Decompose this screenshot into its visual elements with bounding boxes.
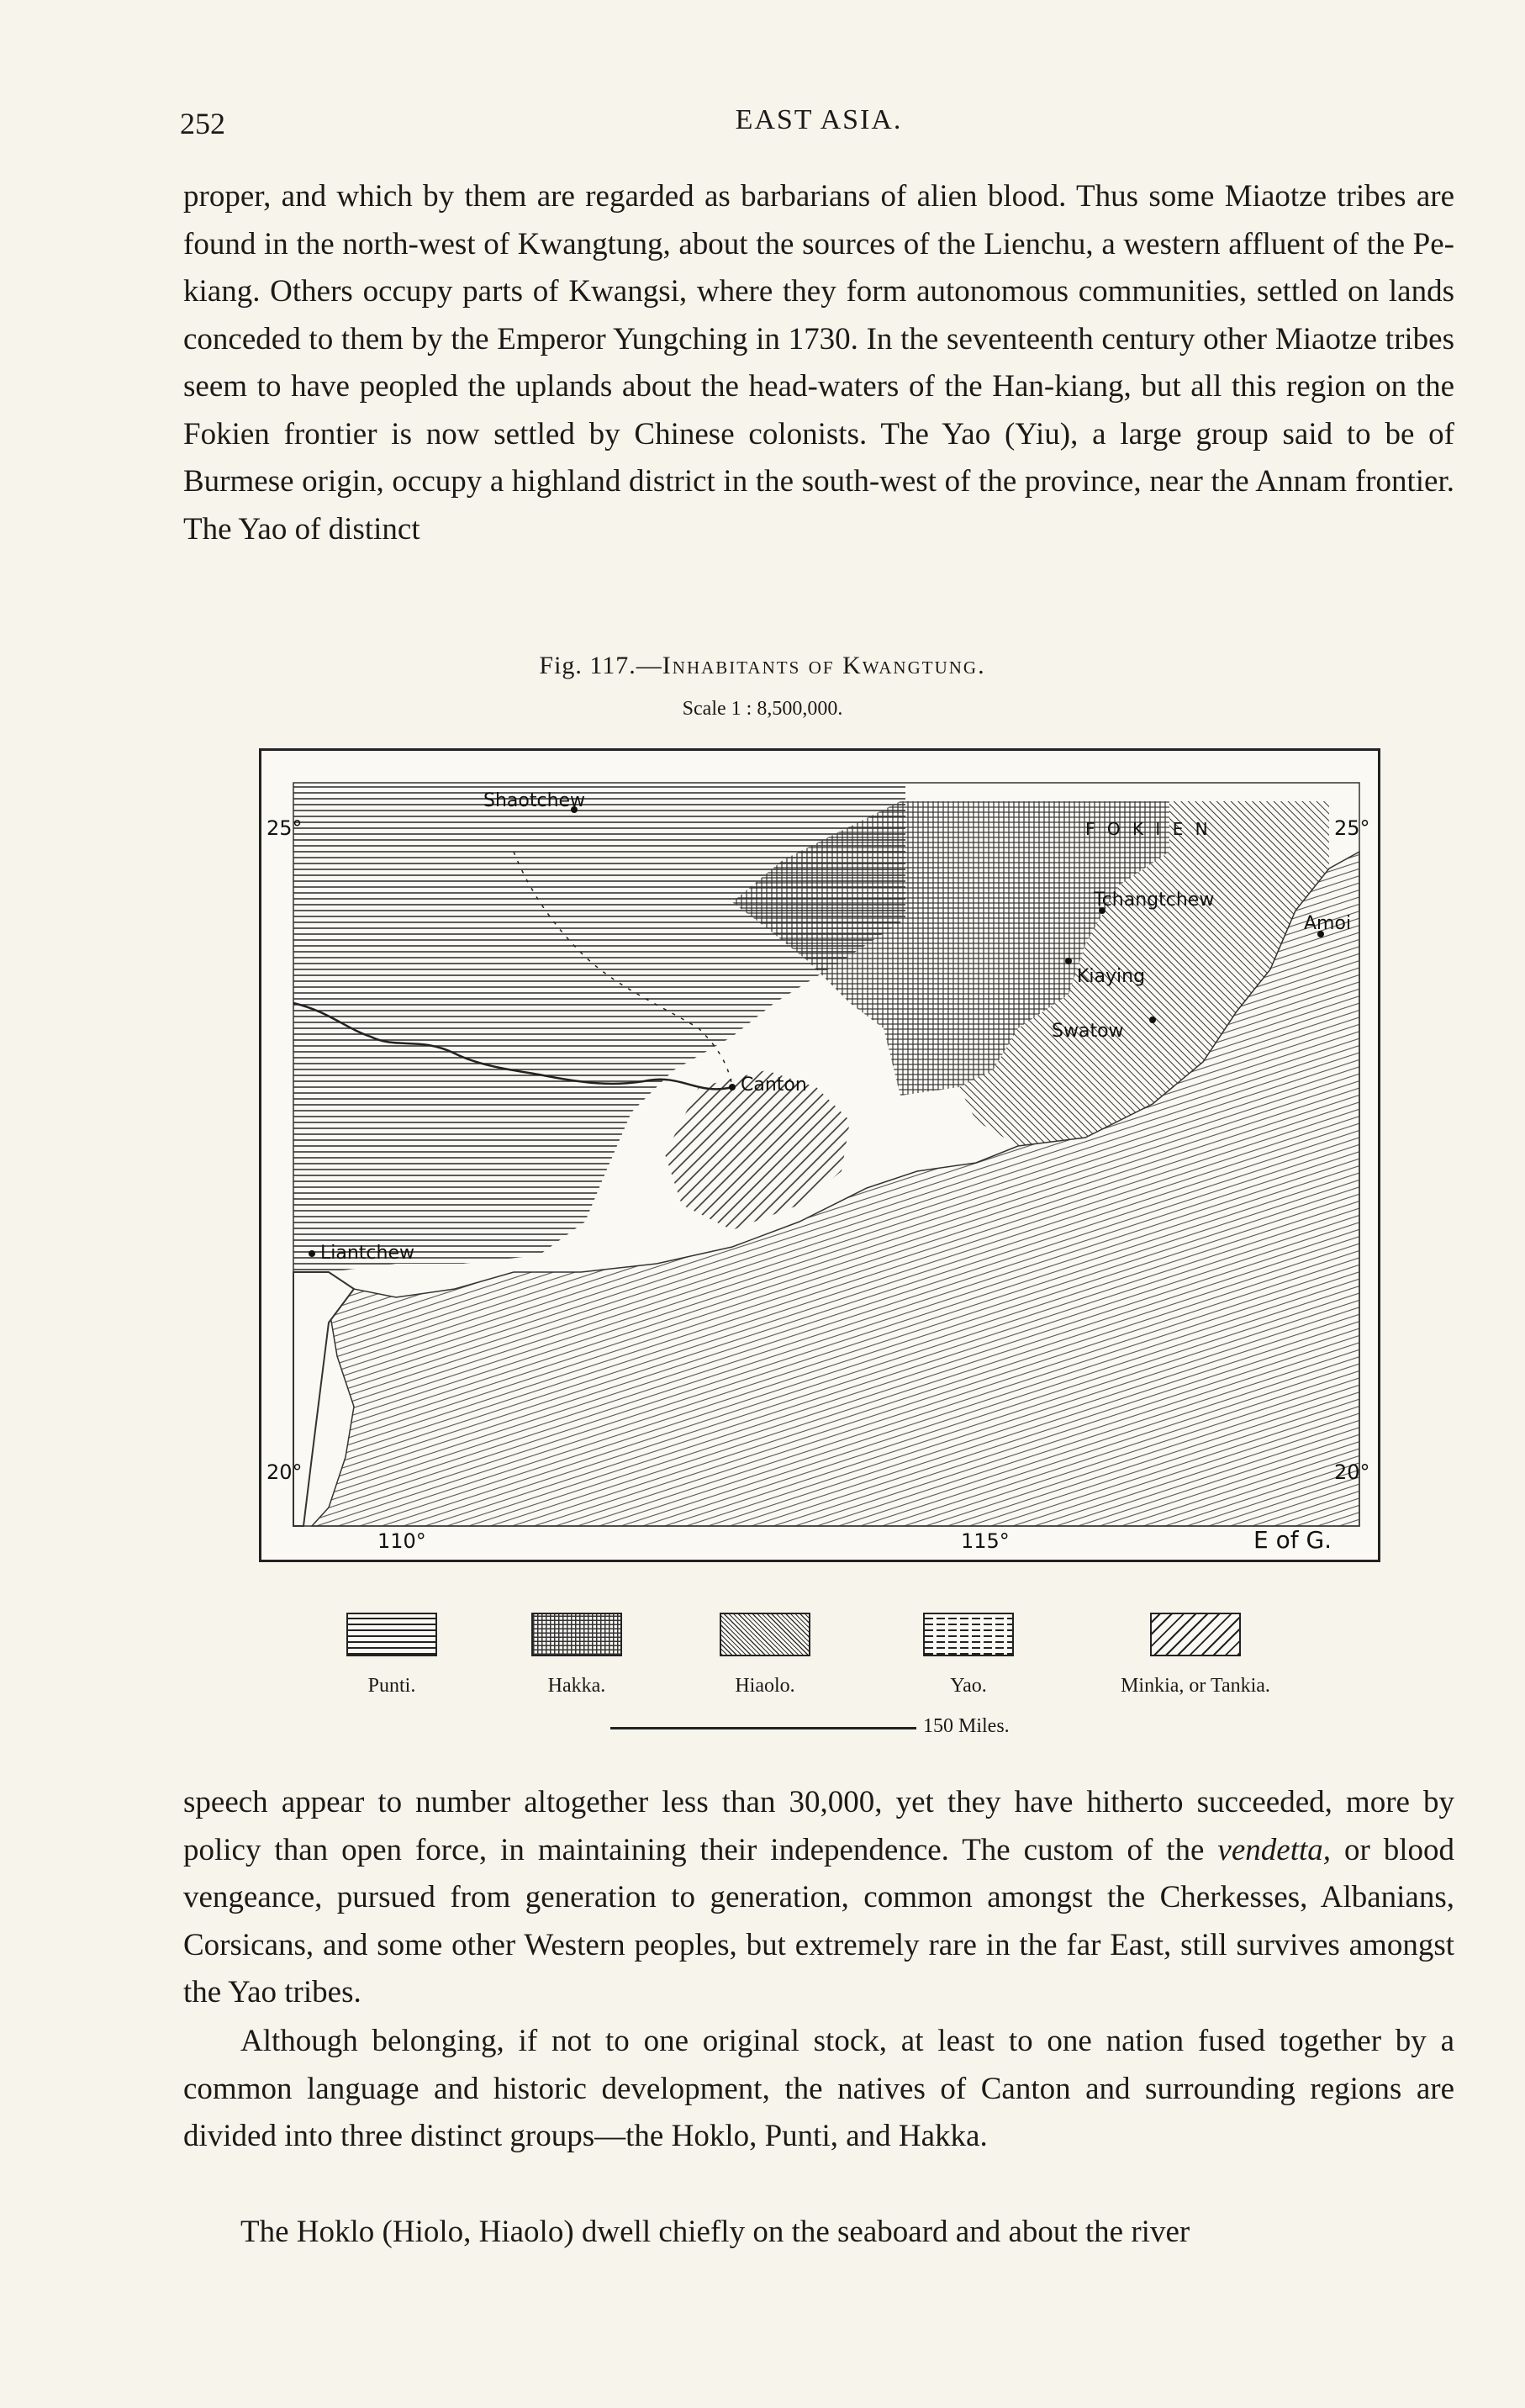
lat-top-left: 25°: [266, 816, 303, 840]
map-figure: [259, 748, 1380, 1562]
label-kiaying: Kiaying: [1077, 966, 1146, 987]
figure-caption: [0, 652, 1525, 680]
kiaying-marker: [1065, 958, 1072, 964]
lat-bottom-left: 20°: [266, 1460, 303, 1484]
label-swatow: Swatow: [1052, 1021, 1124, 1042]
paragraph-2: [183, 1779, 1454, 2017]
label-tchangtchew: Tchangtchew: [1094, 890, 1215, 911]
map-corner-note: E of G.: [1253, 1526, 1332, 1554]
figure-caption-prefix: Fig. 117.—: [539, 652, 662, 679]
figure-caption-title: Inhabitants of Kwangtung.: [662, 652, 986, 679]
label-liantchew: Liantchew: [320, 1243, 414, 1264]
swatow-marker: [1149, 1017, 1156, 1023]
liantchew-marker: [309, 1250, 315, 1257]
legend-swatch-hiaolo: [720, 1613, 810, 1656]
lon-right: 115°: [961, 1529, 1010, 1553]
label-shaotchew: Shaotchew: [483, 790, 586, 811]
page-number: 252: [180, 107, 225, 140]
legend-item-hiaolo: [681, 1613, 849, 1698]
legend-item-minkia: [1078, 1613, 1313, 1698]
lon-left: 110°: [377, 1529, 426, 1553]
legend-item-punti: [308, 1613, 476, 1698]
map-drawing: [261, 751, 1378, 1560]
label-amoi: Amoi: [1304, 913, 1352, 934]
legend-label-minkia: Minkia, or Tankia.: [1121, 1675, 1270, 1697]
legend-label-hiaolo: Hiaolo.: [735, 1675, 795, 1697]
paragraph-2-end: or blood vengeance, pursued from generation to generation, common amongst the Cherkesses, Albanians, Corsicans, and some other Western peoples, but extremely rare in the far East, still survives amongst the Yao tribes.: [183, 1832, 1454, 2009]
legend-swatch-minkia: [1150, 1613, 1241, 1656]
paragraph-1: proper, and which by them are regarded as barbarians of alien blood. Thus some Miaotze tribes are found in the north-west of Kwangtung, about the sources of the Lienchu, a western affluent of the Pe-kiang. Others occupy parts of Kwangsi, where they form autonomous communities, settled on lands conceded to them by the Emperor Yungching in 1730. In the seventeenth century other Miaotze tribes seem to have peopled the uplands about the head-waters of the Han-kiang, but all this region on the Fokien frontier is now settled by Chinese colonists. The Yao (Yiu), a large group said to be of Burmese origin, occupy a highland district in the south-west of the province, near the Annam frontier. The Yao of distinct: [183, 179, 1454, 547]
lat-top-right: 25°: [1334, 816, 1370, 840]
lat-bottom-right: 20°: [1334, 1460, 1370, 1484]
legend-swatch-yao: [923, 1613, 1014, 1656]
figure-scale: Scale 1 : 8,500,000.: [682, 698, 843, 720]
paragraph-4: The Hoklo (Hiolo, Hiaolo) dwell chiefly on the seaboard and about the river: [240, 2215, 1190, 2249]
legend-swatch-punti: [346, 1613, 437, 1656]
label-canton: Canton: [741, 1075, 807, 1096]
paragraph-2-italic: vendetta,: [1217, 1832, 1331, 1867]
label-fokien: F O K I E N: [1085, 819, 1211, 839]
legend-item-yao: [884, 1613, 1053, 1698]
legend-label-hakka: Hakka.: [547, 1675, 606, 1697]
legend-swatch-hakka: [531, 1613, 622, 1656]
running-title: EAST ASIA.: [735, 104, 903, 135]
canton-marker: [729, 1084, 736, 1090]
legend-label-yao: Yao.: [950, 1675, 987, 1697]
paragraph-3: Although belonging, if not to one original stock, at least to one nation fused together by a common language and historic development, the natives of Canton and surrounding regions are divided into three distinct groups—the Hoklo, Punti, and Hakka.: [183, 2024, 1454, 2153]
legend-item-hakka: [493, 1613, 661, 1698]
page-header: [180, 99, 1458, 150]
distance-scale-bar: [610, 1727, 916, 1729]
paragraph-2-start: speech appear to number altogether less than 30,000, yet they have hitherto succeeded, more by policy than open force, in maintaining their independence. The custom of the: [183, 1785, 1454, 1867]
distance-scale-label: 150 Miles.: [923, 1715, 1010, 1737]
map-legend: [0, 1613, 1525, 1739]
legend-label-punti: Punti.: [367, 1675, 416, 1697]
